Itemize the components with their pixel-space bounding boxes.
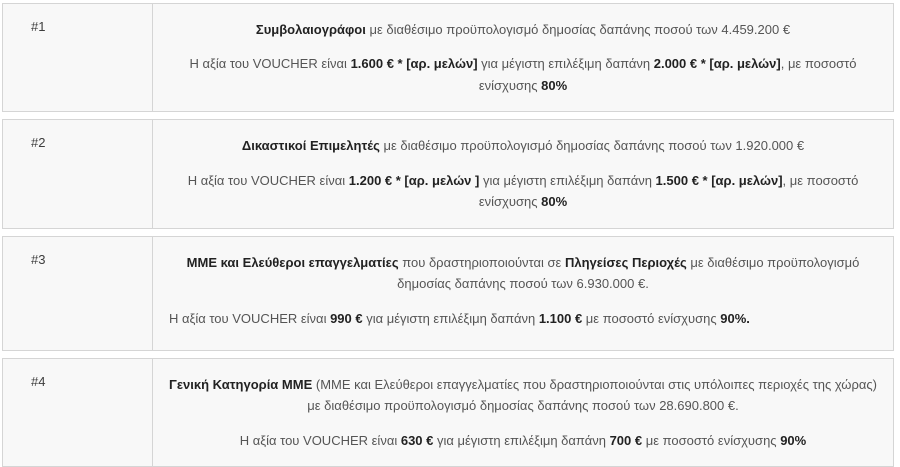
text-run: για μέγιστη επιλέξιμη δαπάνη xyxy=(477,56,654,72)
row-paragraph xyxy=(169,53,877,96)
text-run: με ποσοστό ενίσχυσης xyxy=(642,432,781,448)
text-run: Η αξία του VOUCHER είναι xyxy=(169,310,331,326)
bold-text-run: Γενική Κατηγορία ΜΜΕ xyxy=(169,376,313,392)
bold-text-run: 700 € xyxy=(609,432,643,448)
text-run: για μέγιστη επιλέξιμη δαπάνη xyxy=(479,172,656,188)
text-run: , με ποσοστό ενίσχυσης xyxy=(478,56,857,93)
text-run: για μέγιστη επιλέξιμη δαπάνη xyxy=(362,310,539,326)
bold-text-run: 80% xyxy=(541,77,568,93)
row-id-label: #2 xyxy=(31,135,46,151)
bold-text-run: 990 € xyxy=(330,310,363,326)
bold-text-run: 1.600 € * [αρ. μελών] xyxy=(350,56,478,72)
bold-text-run: 2.000 € * [αρ. μελών] xyxy=(653,56,781,72)
row-paragraph xyxy=(169,170,877,213)
bold-text-run: Συμβολαιογράφοι xyxy=(255,22,366,37)
row-paragraph xyxy=(169,135,877,156)
text-run: Η αξία του VOUCHER είναι xyxy=(189,56,351,72)
bold-text-run: 1.200 € * [αρ. μελών ] xyxy=(348,172,480,188)
row-id-label: #4 xyxy=(31,373,46,389)
row-id-label: #3 xyxy=(31,251,46,267)
text-run: Η αξία του VOUCHER είναι xyxy=(239,432,401,448)
bold-text-run: 630 € xyxy=(400,432,434,448)
text-run: με διαθέσιμο προϋπολογισμό δημοσίας δαπάνης ποσού των 6.930.000 €. xyxy=(397,254,860,292)
row-paragraph xyxy=(169,19,877,40)
bold-text-run: 1.500 € * [αρ. μελών] xyxy=(655,172,783,188)
row-id-cell xyxy=(3,120,153,227)
row-content-cell xyxy=(153,120,893,227)
table-row xyxy=(2,119,894,228)
row-paragraph xyxy=(169,374,877,417)
bold-text-run: 90%. xyxy=(720,310,750,326)
text-run: με ποσοστό ενίσχυσης xyxy=(582,310,721,326)
text-run: με διαθέσιμο προϋπολογισμό δημοσίας δαπάνης ποσού των 1.920.000 € xyxy=(379,138,805,154)
text-run: με διαθέσιμο προϋπολογισμό δημοσίας δαπάνης ποσού των 4.459.200 € xyxy=(365,22,791,37)
table-row xyxy=(2,3,894,112)
bold-text-run: Δικαστικοί Επιμελητές xyxy=(241,138,380,154)
bold-text-run: Πληγείσες Περιοχές xyxy=(564,254,687,270)
row-id-label: #1 xyxy=(31,19,46,34)
table-row xyxy=(2,358,894,467)
row-paragraph xyxy=(169,252,877,295)
bold-text-run: ΜΜΕ και Ελεύθεροι επαγγελματίες xyxy=(186,254,399,270)
text-run: Η αξία του VOUCHER είναι xyxy=(187,172,349,188)
row-content-cell xyxy=(153,359,893,466)
row-id-cell xyxy=(3,359,153,466)
row-paragraph xyxy=(169,430,877,451)
table-row xyxy=(2,236,894,351)
row-id-cell xyxy=(3,237,153,350)
row-paragraph xyxy=(169,308,877,329)
row-id-cell xyxy=(3,4,153,111)
bold-text-run: 1.100 € xyxy=(538,310,583,326)
text-run: που δραστηριοποιούνται σε xyxy=(398,254,565,270)
bold-text-run: 80% xyxy=(541,194,568,210)
text-run: (ΜΜΕ και Ελεύθεροι επαγγελματίες που δραστηριοποιούνται στις υπόλοιπες περιοχές της χώρας) με διαθέσιμο προϋπολογισμό δημοσίας δαπάνης ποσού των 28.690.800 €. xyxy=(307,376,877,414)
bold-text-run: 90% xyxy=(780,432,807,448)
text-run: , με ποσοστό ενίσχυσης xyxy=(478,172,859,210)
row-content-cell xyxy=(153,4,893,111)
row-content-cell xyxy=(153,237,893,350)
text-run: για μέγιστη επιλέξιμη δαπάνη xyxy=(433,432,610,448)
